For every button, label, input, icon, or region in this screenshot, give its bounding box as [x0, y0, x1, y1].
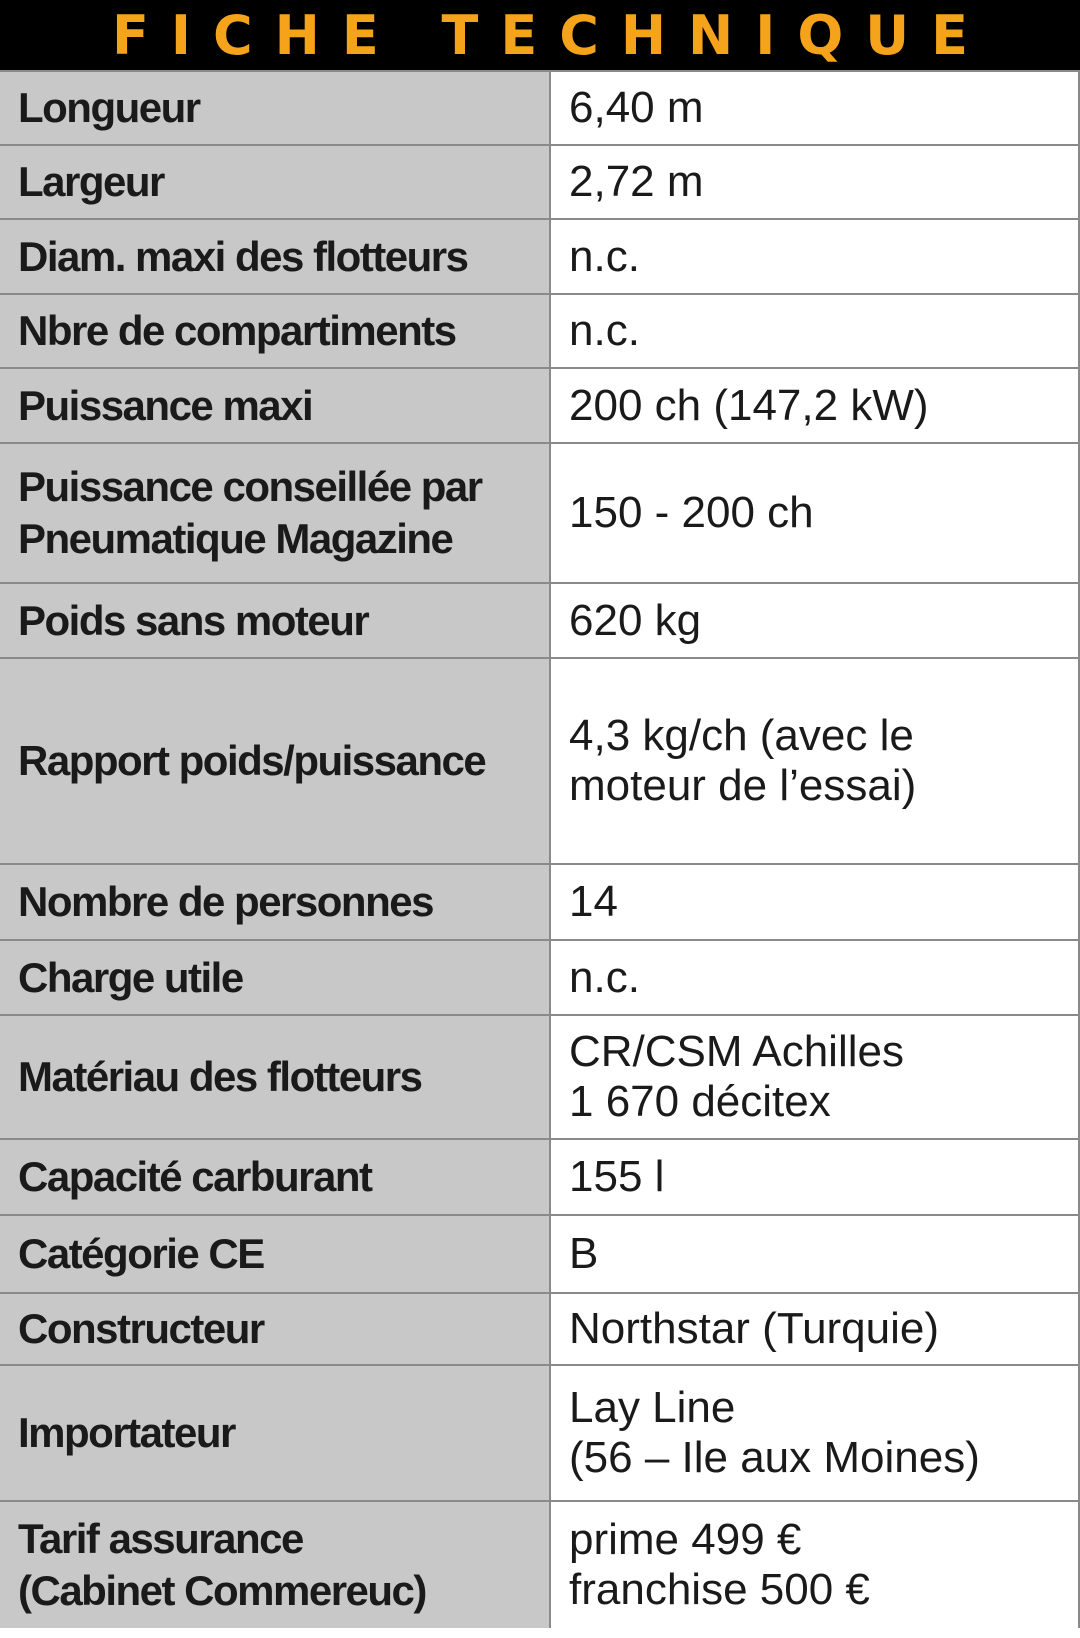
page-title: FICHE TECHNIQUE	[112, 3, 990, 67]
row-value: CR/CSM Achilles 1 670 décitex	[551, 1016, 1080, 1138]
row-value: 200 ch (147,2 kW)	[551, 369, 1080, 442]
row-label: Nbre de compartiments	[0, 295, 551, 367]
table-row	[0, 369, 1080, 444]
table-row	[0, 584, 1080, 659]
row-value: Lay Line (56 – Ile aux Moines)	[551, 1366, 1080, 1500]
row-value: B	[551, 1216, 1080, 1292]
row-label: Tarif assurance (Cabinet Commereuc)	[0, 1502, 551, 1628]
row-label: Importateur	[0, 1366, 551, 1500]
table-row	[0, 865, 1080, 941]
row-label: Charge utile	[0, 941, 551, 1014]
table-row	[0, 220, 1080, 295]
title-bar	[0, 0, 1080, 70]
table-row	[0, 1502, 1080, 1628]
row-label: Matériau des flotteurs	[0, 1016, 551, 1138]
table-row	[0, 72, 1080, 146]
row-label: Largeur	[0, 146, 551, 218]
table-row	[0, 1216, 1080, 1294]
row-value: 155 l	[551, 1140, 1080, 1214]
row-label: Nombre de personnes	[0, 865, 551, 939]
row-label: Diam. maxi des flotteurs	[0, 220, 551, 293]
row-label: Constructeur	[0, 1294, 551, 1364]
table-row	[0, 659, 1080, 865]
table-row	[0, 1366, 1080, 1502]
row-value: 620 kg	[551, 584, 1080, 657]
row-label: Rapport poids/puissance	[0, 659, 551, 863]
row-value: prime 499 € franchise 500 €	[551, 1502, 1080, 1628]
row-value: n.c.	[551, 941, 1080, 1014]
row-value: n.c.	[551, 220, 1080, 293]
row-value: 4,3 kg/ch (avec le moteur de l’essai)	[551, 659, 1080, 863]
table-row	[0, 941, 1080, 1016]
row-value: 150 - 200 ch	[551, 444, 1080, 582]
table-row	[0, 1294, 1080, 1366]
table-row	[0, 295, 1080, 369]
row-value: n.c.	[551, 295, 1080, 367]
table-row	[0, 1140, 1080, 1216]
row-value: 2,72 m	[551, 146, 1080, 218]
row-value: 14	[551, 865, 1080, 939]
row-label: Catégorie CE	[0, 1216, 551, 1292]
table-row	[0, 146, 1080, 220]
row-value: Northstar (Turquie)	[551, 1294, 1080, 1364]
spec-table	[0, 70, 1080, 1628]
row-label: Poids sans moteur	[0, 584, 551, 657]
row-label: Capacité carburant	[0, 1140, 551, 1214]
row-value: 6,40 m	[551, 72, 1080, 144]
row-label: Longueur	[0, 72, 551, 144]
row-label: Puissance conseillée par Pneumatique Magazine	[0, 444, 551, 582]
table-row	[0, 444, 1080, 584]
table-row	[0, 1016, 1080, 1140]
row-label: Puissance maxi	[0, 369, 551, 442]
